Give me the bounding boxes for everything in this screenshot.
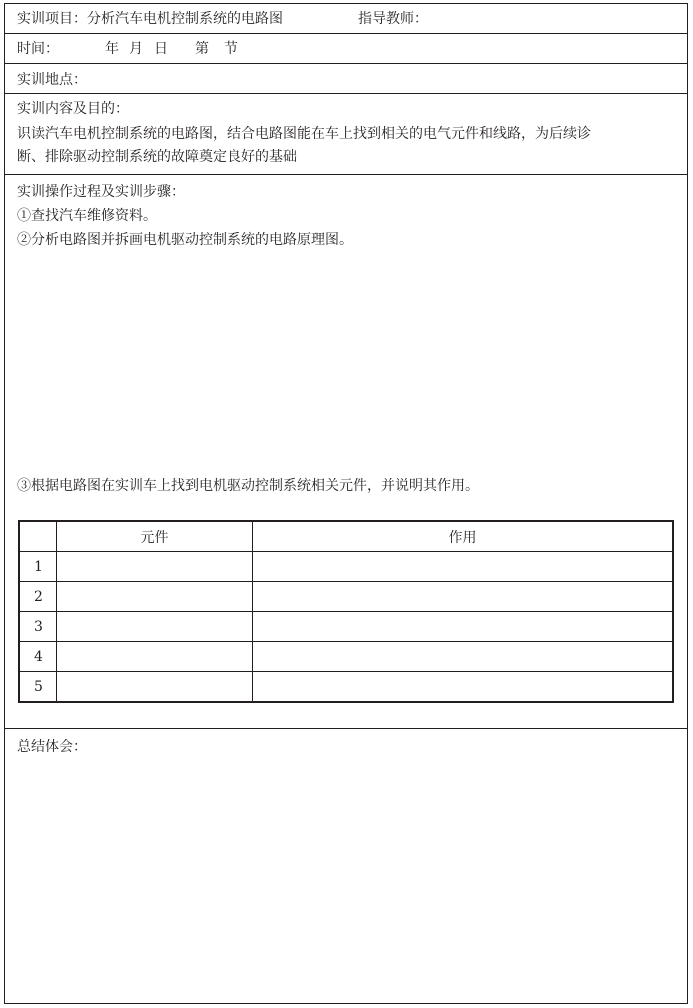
table-header-component: 元件 — [57, 521, 253, 552]
location-label: 实训地点： — [17, 72, 87, 88]
section-label-b: 节 — [224, 41, 238, 57]
row-index: 2 — [19, 582, 57, 612]
supervisor-label: 指导教师： — [358, 11, 428, 27]
location-row — [5, 64, 687, 94]
section-label-a: 第 — [195, 41, 209, 57]
purpose-line-1: 识读汽车电机控制系统的电路图，结合电路图能在车上找到相关的电气元件和线路，为后续诊 — [17, 126, 591, 142]
step-2: ②分析电路图并拆画电机驱动控制系统的电路原理图。 — [17, 232, 353, 248]
year-label: 年 — [105, 41, 119, 57]
time-row — [5, 34, 687, 64]
steps-label: 实训操作过程及实训步骤： — [17, 184, 185, 200]
row-index: 4 — [19, 642, 57, 672]
component-cell[interactable] — [57, 672, 253, 703]
function-cell[interactable] — [253, 672, 674, 703]
component-cell[interactable] — [57, 642, 253, 672]
row-index: 5 — [19, 672, 57, 703]
table-row — [19, 642, 673, 672]
function-cell[interactable] — [253, 582, 674, 612]
components-table — [18, 520, 674, 703]
row-index: 3 — [19, 612, 57, 642]
table-header-function: 作用 — [253, 521, 674, 552]
time-label: 时间： — [17, 41, 59, 57]
table-header-index — [19, 521, 57, 552]
function-cell[interactable] — [253, 612, 674, 642]
steps-row — [5, 175, 687, 729]
table-row — [19, 612, 673, 642]
purpose-line-2: 断、排除驱动控制系统的故障奠定良好的基础 — [17, 149, 297, 165]
step-1: ①查找汽车维修资料。 — [17, 208, 157, 224]
row-index: 1 — [19, 552, 57, 582]
component-cell[interactable] — [57, 612, 253, 642]
worksheet — [4, 3, 688, 1004]
function-cell[interactable] — [253, 552, 674, 582]
summary-row — [5, 729, 687, 1003]
day-label: 日 — [154, 41, 168, 57]
table-row — [19, 552, 673, 582]
project-label: 实训项目：分析汽车电机控制系统的电路图 — [17, 11, 283, 27]
component-cell[interactable] — [57, 552, 253, 582]
table-row — [19, 582, 673, 612]
summary-label: 总结体会： — [17, 739, 87, 755]
step-3: ③根据电路图在实训车上找到电机驱动控制系统相关元件，并说明其作用。 — [17, 478, 479, 494]
purpose-row — [5, 94, 687, 175]
purpose-label: 实训内容及目的： — [17, 101, 129, 117]
component-cell[interactable] — [57, 582, 253, 612]
table-header-row — [19, 521, 673, 552]
function-cell[interactable] — [253, 642, 674, 672]
project-row — [5, 4, 687, 34]
month-label: 月 — [129, 41, 143, 57]
table-row — [19, 672, 673, 703]
